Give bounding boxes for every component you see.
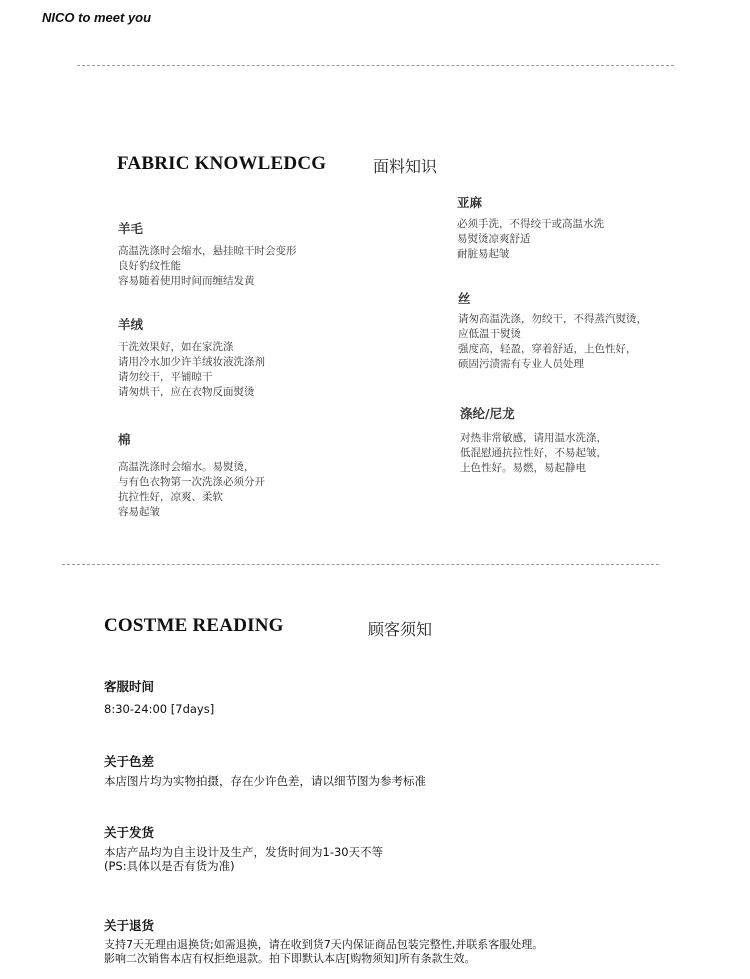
fabric-title-cn: 面料知识 [373,157,438,176]
fabric-care-lines [118,340,265,400]
fabric-care-line: 容易随着使用时间而缠结发黄 [118,275,255,287]
notice-heading: 关于发货 [104,825,155,840]
notice-heading: 关于退货 [104,918,155,933]
fabric-care-line: 应低温干熨烫 [458,328,521,340]
fabric-care-line: 必须手洗，不得绞干或高温水洗 [457,218,604,230]
notice-line: 本店图片均为实物拍摄，存在少许色差，请以细节图为参考标准 [104,774,426,788]
fabric-care-lines [458,312,647,372]
fabric-care-line: 请勿绞干，平铺晾干 [118,371,213,383]
notice-lines [104,774,426,788]
fabric-care-line: 容易起皱 [118,506,160,518]
fabric-name: 丝 [458,291,471,306]
fabric-item-wool [118,219,297,289]
notice-lines [104,702,214,716]
notice-shipping [104,823,383,873]
notice-color-difference [104,752,426,788]
notice-lines [104,845,383,873]
fabric-care-line: 高温洗涤时会缩水。易熨烫， [118,461,255,473]
fabric-care-line: 低混慰通抗拉性好，不易起皱， [460,447,607,459]
fabric-care-line: 请用冷水加少许羊绒妆液洗涤剂 [118,356,265,368]
fabric-care-line: 良好豹纹性能 [118,260,181,272]
fabric-care-line: 抗拉性好，凉爽、柔软 [118,491,223,503]
notice-heading: 客服时间 [104,679,155,694]
notice-line: 影响二次销售本店有权拒绝退款。拍下即默认本店[购物须知]所有条款生效。 [104,952,476,965]
notice-heading: 关于色差 [104,754,155,769]
fabric-care-line: 强度高，轻盈，穿着舒适，上色性好， [458,343,637,355]
fabric-name: 羊绒 [118,317,144,332]
fabric-item-polyester-nylon [460,404,607,476]
notice-line: 本店产品均为自主设计及生产，发货时间为1-30天不等 [104,845,384,859]
fabric-care-line: 请匆烘干，应在衣物反面熨烫 [118,386,255,398]
notice-returns [104,916,543,966]
notice-service-hours [104,677,214,716]
fabric-care-lines [460,431,607,476]
fabric-care-line: 高温洗涤时会缩水，悬挂晾干时会变形 [118,245,297,257]
fabric-name: 羊毛 [118,221,144,236]
fabric-item-cashmere [118,315,265,400]
fabric-care-lines [118,244,297,289]
notice-line: 支持7天无理由退换货;如需退换，请在收到货7天内保证商品包装完整性,并联系客服处理。 [104,938,544,951]
section-divider-middle [62,564,659,565]
fabric-item-silk [458,289,647,372]
fabric-item-linen [457,193,604,262]
fabric-care-line: 上色性好。易燃，易起静电 [460,462,586,474]
brand-logo-text: NICO to meet you [42,10,152,25]
fabric-care-line: 硕固污渍需有专业人员处理 [458,358,584,370]
fabric-care-lines [118,460,265,520]
fabric-item-cotton [118,430,265,520]
fabric-name: 亚麻 [457,195,483,210]
fabric-care-line: 对热非常敏感，请用温水洗涤， [460,432,607,444]
customer-title-en: COSTME READING [104,615,284,636]
notice-line: 8:30-24:00 [7days] [104,702,215,716]
fabric-care-line: 干洗效果好，如在家洗涤 [118,341,234,353]
fabric-name: 涤纶/尼龙 [460,406,515,421]
fabric-name: 棉 [118,432,131,447]
fabric-care-line: 与有色衣物第一次洗涤必须分开 [118,476,265,488]
customer-title-cn: 顾客须知 [368,620,433,639]
fabric-care-line: 请匆高温洗涤，勿绞干，不得蒸汽熨烫， [458,313,647,325]
notice-lines [104,938,543,966]
fabric-care-line: 耐脏易起皱 [457,248,510,260]
section-divider-top [77,65,674,66]
fabric-care-line: 易熨烫凉爽舒适 [457,233,531,245]
notice-line: (PS:具体以是否有货为准) [104,859,235,873]
fabric-title-en: FABRIC KNOWLEDCG [117,153,327,174]
fabric-care-lines [457,217,604,262]
